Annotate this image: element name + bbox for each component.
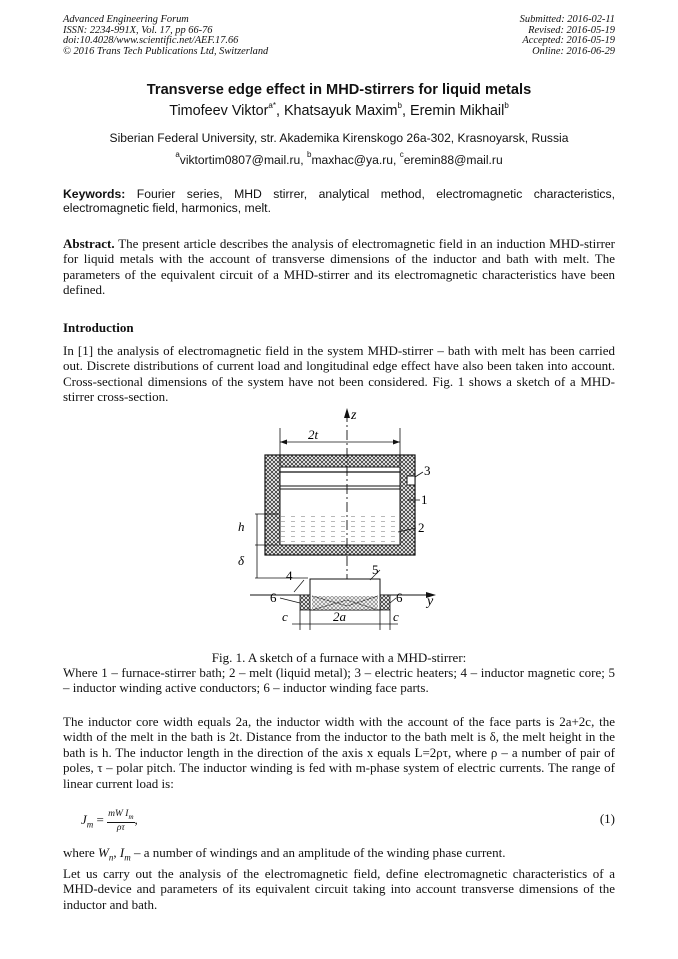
text-run: where (63, 845, 99, 860)
delta-label: δ (238, 553, 245, 568)
y-label: y (427, 594, 434, 609)
figure-caption: Fig. 1. A sketch of a furnace with a MHD-stirrer: (211, 650, 467, 665)
label-4: 4 (286, 568, 293, 583)
var-i-sub: m (124, 852, 131, 863)
h-label: h (238, 519, 245, 534)
z-label: z (351, 408, 357, 423)
var-i: I (119, 845, 125, 860)
issn-line: ISSN: 2234-991X, Vol. 17, pp 66-76 (63, 24, 213, 36)
accepted-date: Accepted: 2016-05-19 (522, 35, 615, 47)
abstract-label: Abstract. (63, 236, 115, 251)
keywords-label: Keywords: (63, 187, 126, 201)
section-heading: Introduction (63, 320, 134, 335)
equation-body (81, 809, 138, 833)
doi-line: doi:10.4028/www.scientific.net/AEF.17.66 (63, 35, 239, 47)
eq-tail: , (134, 811, 138, 827)
melt (281, 514, 399, 544)
equation-number: (1) (599, 811, 615, 826)
label-5: 5 (372, 562, 379, 577)
abstract-text: The present article describes the analysis of electromagnetic field in an induction MHD-stirrer for liquid metals with the account of transverse dimensions of the inductor and bath with melt. The parameters of the equivalent circuit of a MHD-stirrer and its electromagnetic characteristics have been defined. (63, 236, 616, 298)
eq-lhs-sub: m (86, 819, 94, 830)
online-date: Online: 2016-06-29 (532, 45, 615, 57)
submitted-date: Submitted: 2016-02-11 (519, 14, 615, 25)
email-link[interactable]: viktortim0807@mail.ru (179, 153, 301, 167)
email-mark: c (399, 150, 404, 159)
c-right-label: c (393, 609, 399, 624)
journal-name: Advanced Engineering Forum (63, 14, 189, 25)
label-1: 1 (421, 492, 428, 507)
intro-paragraph: In [1] the analysis of electromagnetic field in the system MHD-stirrer – bath with melt has been carried out. Discrete distributions of current load and longitudinal edge effect have also been taken into account. Cross-sectional dimensions of the system have not been considered. Fig. 1 shows a sketch of a MHD-stirrer cross-section. (63, 343, 615, 405)
label-6-left: 6 (270, 590, 277, 605)
email-mark: b (306, 150, 312, 159)
keywords-text: Fourier series, MHD stirrer, analytical method, electromagnetic characteristics, electromagnetic field, harmonics, melt. (63, 187, 615, 216)
equation-1 (63, 803, 615, 831)
author-mark: a* (268, 101, 276, 110)
body-paragraph-2 (63, 845, 615, 912)
text-run: Let us carry out the analysis of the electromagnetic field, define electromagnetic characteristics of a MHD-device and parameters of its equivalent circuit taking into account transverse dimensions of the inductor and bath. (63, 866, 615, 912)
var-w: W (98, 845, 109, 860)
journal-header (63, 15, 268, 57)
author-mark: b (397, 101, 402, 110)
c-left-label: c (282, 609, 288, 624)
revised-date: Revised: 2016-05-19 (528, 24, 615, 36)
width-label: 2t (308, 427, 319, 442)
body-paragraph: The inductor core width equals 2a, the inductor width with the account of the face parts is 2a+2c, the width of the melt in the bath is 2t. Distance from the inductor to the bath melt is δ, the melt height in the bath is h. The inductor length in the direction of the axis x equals L=2ρτ, where ρ – a number of pair of poles, τ – polar pitch. The inductor winding is fed with m-phase system of electric currents. The range of linear current load is: (63, 714, 615, 791)
text-run: – a number of windings and an amplitude of the winding phase current. (130, 845, 506, 860)
author-list: Timofeev Viktor$^{a*}$, Khatsayuk Maxim$^b$, Eremin Mikhail$^b$ (169, 101, 509, 119)
eq-numerator (107, 809, 134, 823)
affiliation: Siberian Federal University, str. Akademika Kirenskogo 26a-302, Krasnoyarsk, Russia (109, 131, 569, 145)
email-link[interactable]: eremin88@mail.ru (403, 153, 503, 167)
eq-fraction (107, 809, 134, 833)
copyright-line: © 2016 Trans Tech Publications Ltd, Switzerland (63, 45, 269, 57)
author-name: Timofeev Viktor (169, 103, 269, 119)
author-name: Khatsayuk Maxim (283, 103, 398, 119)
eq-num-text: mW I (108, 809, 129, 819)
keywords (63, 187, 615, 215)
author-mark: b (504, 101, 509, 110)
eq-num-sub: m (128, 812, 134, 821)
paper-title: Transverse edge effect in MHD-stirrers for liquid metals (146, 82, 532, 98)
figure-1-sketch (220, 404, 460, 636)
eq-denominator: ρτ (116, 822, 125, 833)
abstract (63, 236, 615, 298)
label-6-right: 6 (396, 590, 403, 605)
heater (407, 476, 415, 485)
author-name: Eremin Mikhail (409, 103, 505, 119)
eq-lhs: J (81, 811, 87, 827)
email-list: $^a$viktortim0807@mail.ru, $^b$maxhac@ya.ru, $^c$eremin88@mail.ru (175, 150, 503, 167)
dates-header (520, 15, 615, 57)
email-mark: a (175, 150, 180, 159)
core-width-label: 2a (333, 609, 346, 624)
eq-sign: = (96, 811, 104, 827)
text-run: , (113, 845, 120, 860)
winding-right (380, 595, 390, 610)
label-3: 3 (424, 463, 431, 478)
winding-left (300, 595, 310, 610)
label-2: 2 (418, 520, 425, 535)
figure-legend: Where 1 – furnace-stirrer bath; 2 – melt (liquid metal); 3 – electric heaters; 4 – inductor magnetic core; 5 – inductor winding active conductors; 6 – inductor winding face parts. (63, 665, 615, 696)
var-w-sub: n (108, 852, 114, 863)
email-link[interactable]: maxhac@ya.ru (311, 153, 393, 167)
